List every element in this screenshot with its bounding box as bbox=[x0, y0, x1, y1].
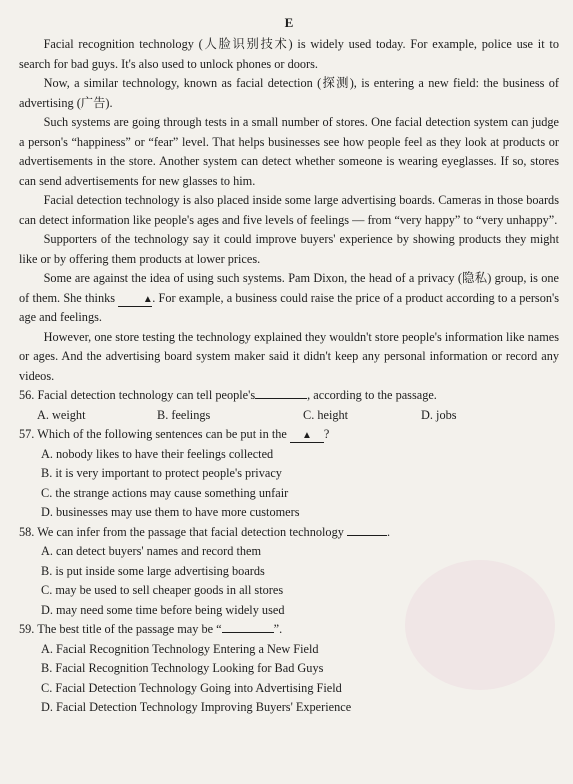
option-d[interactable]: D. Facial Detection Technology Improving Buyers' Experience bbox=[41, 700, 352, 714]
option-b[interactable]: B. Facial Recognition Technology Looking for Bad Guys bbox=[41, 661, 324, 675]
passage-paragraph-1: Facial recognition technology (人脸识别技术) is widely used today. For example, police use it to search for bad guys. It's also used to unlock phones or doors. bbox=[19, 37, 559, 71]
stem-text: 56. Facial detection technology can tell people's bbox=[19, 388, 256, 402]
stem-text: ”. bbox=[273, 622, 283, 636]
stem-text: . bbox=[386, 524, 391, 539]
option-a[interactable]: A. can detect buyers' names and record them bbox=[41, 544, 262, 558]
option-a[interactable]: A. weight bbox=[37, 407, 86, 422]
question-56 bbox=[19, 386, 559, 425]
option-a[interactable]: A. Facial Recognition Technology Entering a New Field bbox=[41, 641, 319, 656]
option-a[interactable]: A. nobody likes to have their feelings collected bbox=[41, 446, 274, 461]
triangle-blank-marker: ▲ bbox=[118, 294, 152, 307]
option-c[interactable]: C. the strange actions may cause something unfair bbox=[41, 485, 289, 500]
option-c[interactable]: C. height bbox=[303, 407, 349, 422]
passage-paragraph-6 bbox=[19, 269, 559, 328]
option-d[interactable]: D. may need some time before being widely used bbox=[41, 602, 285, 617]
option-d[interactable]: D. businesses may use them to have more customers bbox=[41, 505, 300, 519]
answer-blank bbox=[255, 386, 307, 399]
passage-paragraph-2: Now, a similar technology, known as facial detection (探测), is entering a new field: the business of advertising (广告). bbox=[19, 76, 559, 110]
passage-paragraph-3: Such systems are going through tests in a small number of stores. One facial detection system can judge a person's “happiness” or “fear” level. That helps businesses see how people feel as they look at products or advertisements in the store. Another system can detect whether someone is wearing eyeglasses. If so, stores can send advertisements for new glasses to him. bbox=[19, 115, 559, 188]
passage-paragraph-4: Facial detection technology is also placed inside some large advertising boards. Cameras in those boards can detect information like people's ages and five levels of feelings — from “very happy” to “very unhappy”. bbox=[19, 193, 559, 227]
faint-stamp-mark bbox=[405, 560, 555, 690]
answer-blank bbox=[222, 620, 274, 633]
section-heading: E bbox=[284, 15, 294, 30]
stem-text: 57. Which of the following sentences can be put in the bbox=[19, 427, 287, 441]
reading-passage bbox=[19, 35, 559, 386]
option-d[interactable]: D. jobs bbox=[421, 407, 457, 422]
option-c[interactable]: C. may be used to sell cheaper goods in all stores bbox=[41, 583, 284, 597]
paragraph-text: . For example, a business could raise the price of a product according to a person's age and feelings. bbox=[19, 290, 560, 324]
stem-text: 58. We can infer from the passage that facial detection technology bbox=[19, 524, 344, 539]
question-stem bbox=[19, 523, 559, 543]
option-b[interactable]: B. feelings bbox=[157, 407, 211, 422]
option-b[interactable]: B. is put inside some large advertising boards bbox=[41, 563, 265, 578]
triangle-blank-marker: ▲ bbox=[290, 430, 324, 443]
answer-blank bbox=[347, 523, 387, 536]
passage-paragraph-5: Supporters of the technology say it could improve buyers' experience by showing products they might like or by offering them products at lower prices. bbox=[19, 232, 559, 266]
option-b[interactable]: B. it is very important to protect people's privacy bbox=[41, 466, 282, 480]
paragraph-text: Some are against the idea of using such systems. Pam Dixon, the head of a privacy (隐私) group, is one of them. She thinks bbox=[19, 271, 559, 305]
option-c[interactable]: C. Facial Detection Technology Going into Advertising Field bbox=[41, 680, 342, 695]
stem-text: ? bbox=[323, 427, 330, 441]
stem-text: 59. The best title of the passage may be “ bbox=[19, 622, 222, 636]
passage-paragraph-7: However, one store testing the technology explained they wouldn't store people's information like names or ages. And the advertising board system maker said it didn't keep any personal information or record any videos. bbox=[19, 329, 559, 383]
options-row bbox=[19, 406, 559, 426]
question-stem bbox=[19, 386, 559, 406]
question-stem bbox=[19, 425, 559, 445]
question-57 bbox=[19, 425, 559, 523]
stem-text: , according to the passage. bbox=[307, 388, 437, 402]
